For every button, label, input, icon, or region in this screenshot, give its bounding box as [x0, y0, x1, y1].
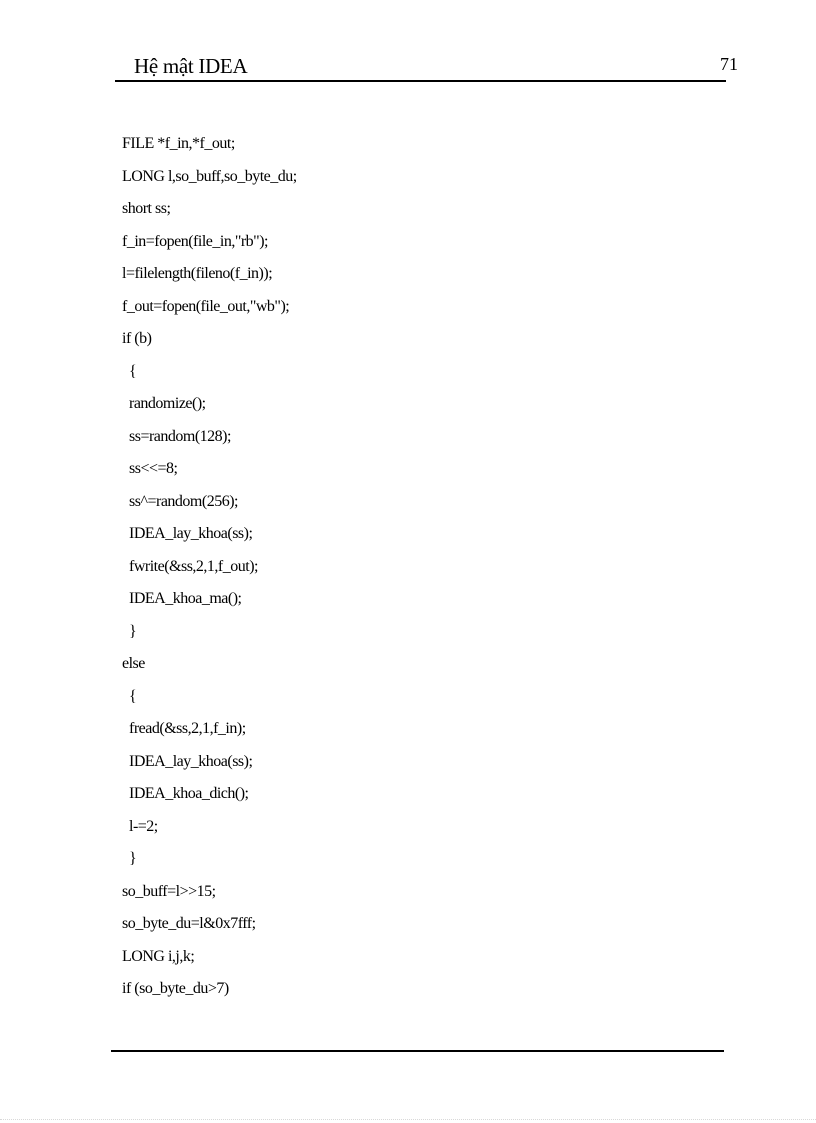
code-line: IDEA_khoa_dich(); — [122, 785, 249, 802]
page-title: Hệ mật IDEA — [134, 54, 248, 78]
code-line: LONG i,j,k; — [122, 947, 195, 965]
code-line: IDEA_lay_khoa(ss); — [122, 525, 253, 542]
code-line: ss<<=8; — [122, 460, 178, 477]
code-line: } — [122, 850, 137, 867]
code-line: so_byte_du=l&0x7fff; — [122, 915, 256, 932]
code-line: fwrite(&ss,2,1,f_out); — [122, 557, 258, 575]
code-line: { — [122, 362, 137, 380]
page-edge — [0, 1119, 816, 1120]
header-rule — [115, 80, 726, 82]
code-line: if (b) — [122, 330, 152, 347]
code-line: { — [122, 687, 137, 705]
page-number: 71 — [720, 54, 738, 74]
code-line: if (so_byte_du>7) — [122, 980, 229, 997]
code-line: ss^=random(256); — [122, 492, 238, 510]
code-line: LONG l,so_buff,so_byte_du; — [122, 167, 297, 185]
code-line: l=filelength(fileno(f_in)); — [122, 265, 273, 282]
code-line: ss=random(128); — [122, 427, 231, 445]
code-line: l-=2; — [122, 817, 158, 835]
code-line: fread(&ss,2,1,f_in); — [122, 720, 246, 737]
footer-rule — [111, 1050, 724, 1052]
code-line: IDEA_khoa_ma(); — [122, 590, 242, 607]
code-line: } — [122, 622, 137, 640]
code-line: so_buff=l>>15; — [122, 882, 216, 900]
code-line: else — [122, 655, 145, 672]
code-line: f_in=fopen(file_in,"rb"); — [122, 232, 268, 250]
code-line: FILE *f_in,*f_out; — [122, 135, 235, 152]
code-line: f_out=fopen(file_out,"wb"); — [122, 297, 290, 315]
code-line: randomize(); — [122, 395, 206, 412]
code-block — [122, 130, 297, 1008]
code-line: short ss; — [122, 200, 171, 217]
code-line: IDEA_lay_khoa(ss); — [122, 752, 253, 770]
